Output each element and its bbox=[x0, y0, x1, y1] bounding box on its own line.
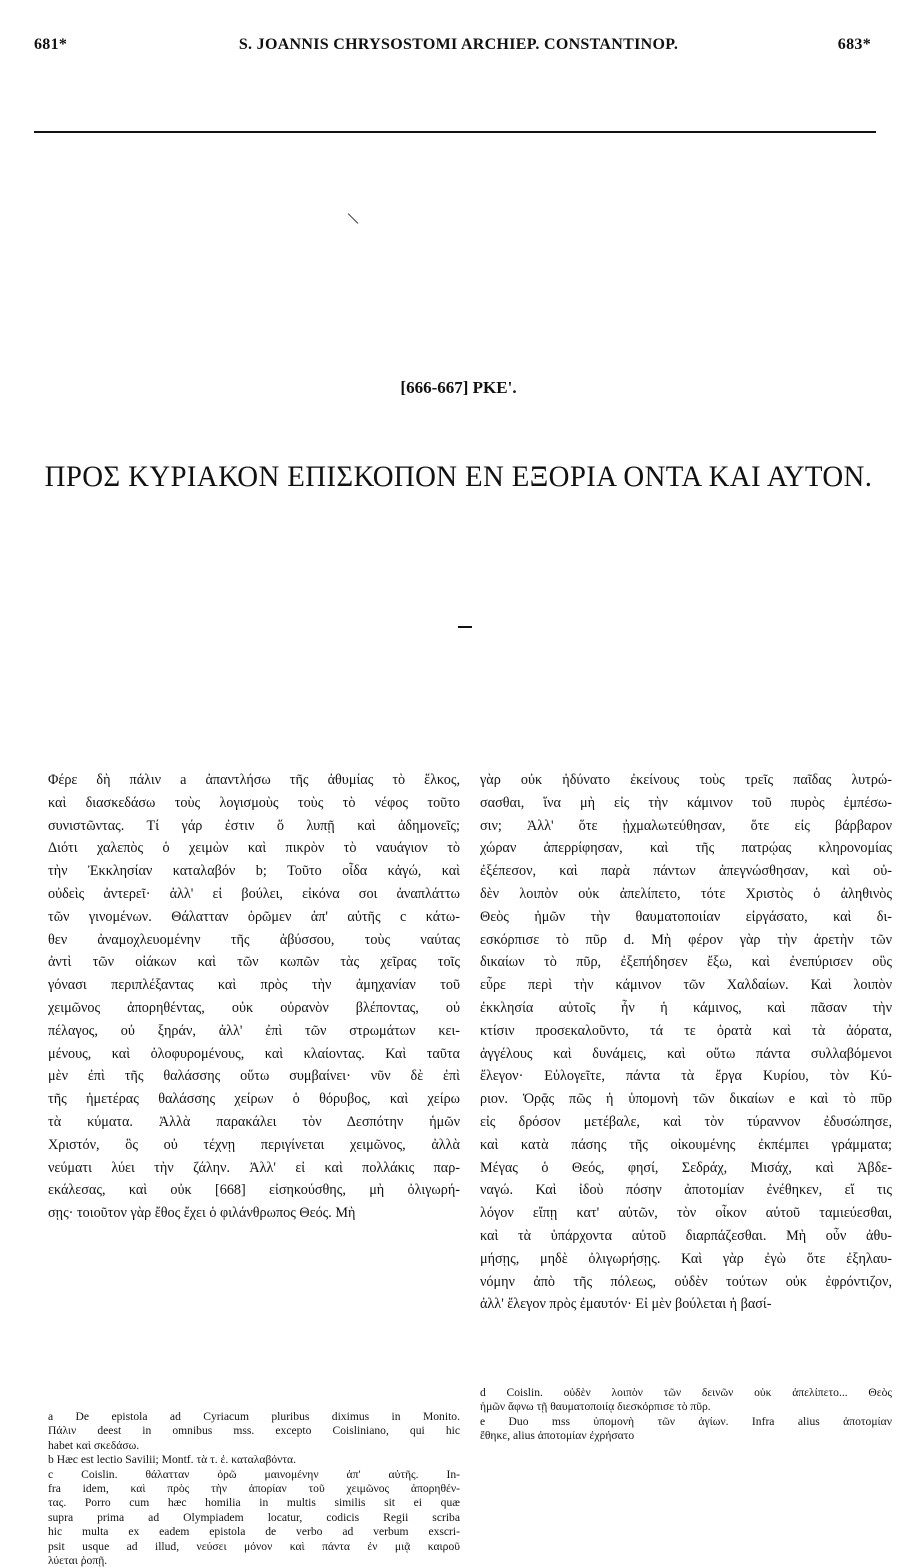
text-line: ἔλεγον· Εὐλογεῖτε, πάντα τὰ ἔργα Κυρίου, τὸν Κύ- bbox=[480, 1068, 892, 1085]
text-line: εὗρε περὶ τὴν κάμινον τῶν Χαλδαίων. Καὶ λοιπὸν bbox=[480, 977, 892, 994]
text-line: νόμην ἀπὸ τῆς πόλεως, οὐδὲν τούτων οὐκ ἐφρόντιζον, bbox=[480, 1273, 892, 1290]
right-footnotes bbox=[480, 1386, 892, 1444]
header-rule bbox=[34, 131, 876, 133]
text-line: ἐξέπεσον, καὶ παρὰ πάντων ἀπεγνώσθησαν, καὶ οὐ- bbox=[480, 863, 892, 880]
text-line: εκάλεσας, καὶ οὐκ [668] εἰσηκούσθης, μὴ ὀλιγωρή- bbox=[48, 1182, 460, 1199]
text-line: οὐδεὶς ἀντερεῖ· ἀλλ' εἰ βούλει, εἰκόνα σοι ἀναπλάττω bbox=[48, 885, 460, 902]
text-line: Φέρε δὴ πάλιν a ἀπαντλήσω τῆς ἀθυμίας τὸ ἕλκος, bbox=[48, 772, 460, 788]
footnote-line: e Duo mss ὑπομονὴ τῶν ἁγίων. Infra alius ἀποτομίαν bbox=[480, 1414, 892, 1428]
text-line: τῶν γινομένων. Θάλατταν ὁρῶμεν ἀπ' αὐτῆς c κάτω- bbox=[48, 908, 460, 925]
text-line: Μέγας ὁ Θεός, φησί, Σεδράχ, Μισάχ, καὶ Ἀβδε- bbox=[480, 1159, 892, 1176]
text-line: εἰς δρόσον μετέβαλε, καὶ τὸν τύραννον ἐδυσώπησε, bbox=[480, 1113, 892, 1130]
text-line: κτίσιν προσεκαλοῦντο, τά τε ὁρατὰ καὶ τὰ ἀόρατα, bbox=[480, 1022, 892, 1039]
text-line: χώραν ἀπερρίφησαν, καὶ τῆς πατρῴας κληρονομίας bbox=[480, 840, 892, 857]
text-line: μήσῃς, μηδὲ ὀλιγωρήσῃς. Καὶ γὰρ ἐγὼ ὅτε ἐξηλαυ- bbox=[480, 1250, 892, 1267]
text-line: μὲν ἐπὶ τῆς θαλάσσης οὕτω συμβαίνει· νῦν δὲ ἐπὶ bbox=[48, 1068, 460, 1085]
footnote-line: τας. Porro cum hæc homilia in multis similis sit ei quæ bbox=[48, 1496, 460, 1510]
footnote-line: λύεται ῥοπῇ. bbox=[48, 1553, 108, 1567]
left-footnotes bbox=[48, 1410, 460, 1568]
text-line: σιν; Ἀλλ' ὅτε ᾐχμαλωτεύθησαν, ὅτε εἰς βάρβαρον bbox=[480, 817, 892, 834]
text-line: λόγον εἴπῃ κατ' αὐτῶν, τὸν οἶκον αὐτοῦ ταμιεύεσθαι, bbox=[480, 1205, 892, 1222]
stray-ink-mark bbox=[348, 213, 359, 224]
footnote-line: a De epistola ad Cyriacum pluribus diximus in Monito. bbox=[48, 1410, 460, 1423]
text-line: μένους, καὶ ὀλοφυρομένους, καὶ κλαίοντας. Καὶ ταῦτα bbox=[48, 1045, 460, 1062]
footnote-line: fra idem, καὶ πρὸς τὴν ἀπορίαν τοῦ χειμῶνος ἀπορηθέν- bbox=[48, 1481, 460, 1495]
text-line: σασθαι, ἵνα μὴ εἰς τὴν κάμινον τοῦ πυρὸς ἐμπέσω- bbox=[480, 794, 892, 811]
right-text-column bbox=[480, 769, 892, 1316]
text-line: Διότι χαλεπὸς ὁ χειμὼν καὶ πικρὸν τὸ ναυάγιον τὸ bbox=[48, 840, 460, 857]
text-line: τὴν Ἐκκλησίαν καταλαβόν b; Τοῦτο οἶδα κἀγώ, καὶ bbox=[48, 863, 460, 880]
title-divider bbox=[458, 626, 472, 628]
footnote-line: psit usque ad illud, νεύσει μόνον καὶ πάντα ἐν μιᾷ καιροῦ bbox=[48, 1539, 460, 1553]
text-line: γόνασι περιπλέξαντας καὶ πρὸς τὴν ἀμηχανίαν τοῦ bbox=[48, 977, 460, 994]
text-line: καὶ διασκεδάσω τοὺς λογισμοὺς τοὺς τὸ νέφος τοῦτο bbox=[48, 794, 460, 811]
text-line: θεν ἀναμοχλευομένην τῆς ἀβύσσου, τοὺς ναύτας bbox=[48, 931, 460, 948]
text-line: ἀγγέλους καὶ δυνάμεις, καὶ οὕτω πάντα συλλαβόμενοι bbox=[480, 1045, 892, 1062]
text-line: εσκόρπισε τὸ πῦρ d. Μὴ φέρον γὰρ τὴν ἀρετὴν τῶν bbox=[480, 931, 892, 948]
text-line: καὶ τὰ ὑπάρχοντα αὐτοῦ διαρπάζεσθαι. Μὴ οὖν ἀθυ- bbox=[480, 1227, 892, 1244]
footnote-line: ἔθηκε, alius ἀποτομίαν ἐχρήσατο bbox=[480, 1429, 635, 1443]
text-line: γὰρ οὐκ ἠδύνατο ἐκείνους τοὺς τρεῖς παῖδας λυτρώ- bbox=[480, 772, 892, 788]
text-line: δὲν λοιπὸν οὐκ ἀπελίπετο, τότε Χριστὸς ὁ ἀληθινὸς bbox=[480, 885, 892, 902]
homily-title: ΠΡΟΣ ΚΥΡΙΑΚΟΝ ΕΠΙΣΚΟΠΟΝ ΕΝ ΕΞΟΡΙΑ ΟΝΤΑ ΚΑΙ ΑΥΤΟΝ. bbox=[44, 460, 873, 493]
footnote-line: Πάλιν deest in omnibus mss. excepto Coisliniano, qui hic bbox=[48, 1424, 460, 1438]
text-line: χειμῶνος ἀπορηθέντας, οὐκ οὐρανὸν βλέποντας, οὐ bbox=[48, 999, 460, 1016]
text-line: συνιστῶντας. Τί γάρ ἐστιν ὅ λυπῇ καὶ ἀδημονεῖς; bbox=[48, 817, 460, 834]
footnote-line: habet καὶ σκεδάσω. bbox=[48, 1438, 140, 1452]
text-line: ἀντὶ τῶν οἰάκων καὶ τῶν κωπῶν τὰς χεῖρας τοῖς bbox=[48, 954, 460, 971]
running-title: S. JOANNIS CHRYSOSTOMI ARCHIEP. CONSTANTINOP. bbox=[238, 36, 679, 53]
text-line: πέλαγος, οὐ ξηράν, ἀλλ' ἐπὶ τῶν στρωμάτων κει- bbox=[48, 1022, 460, 1039]
text-line: ριον. Ὁρᾷς πῶς ἡ ὑπομονὴ τῶν δικαίων e καὶ τὸ πῦρ bbox=[480, 1091, 892, 1108]
text-line: ἀλλ' ἔλεγον πρὸς ἐμαυτόν· Εἰ μὲν βούλεται ἡ βασί- bbox=[480, 1296, 772, 1313]
text-line: καὶ κατὰ πάσης τῆς οἰκουμένης ἐκπέμπει γράμματα; bbox=[480, 1136, 892, 1153]
text-line: Θεὸς ἡμῶν τὴν θαυματοποιίαν εἰργάσατο, καὶ δι- bbox=[480, 908, 892, 925]
text-line: ναγώ. Καὶ ἰδοὺ πόσην ἀποτομίαν ἐνέθηκεν, εἴ τις bbox=[480, 1182, 892, 1199]
footnote-line: supra prima ad Olympiadem locatur, codicis Regii scriba bbox=[48, 1510, 460, 1524]
text-line: σῃς· τοιοῦτον γὰρ ἔθος ἔχει ὁ φιλάνθρωπος Θεός. Μὴ bbox=[48, 1205, 356, 1222]
text-line: Χριστόν, ὃς οὐ τέχνῃ περιγίνεται χειμῶνος, ἀλλὰ bbox=[48, 1136, 460, 1153]
section-number: [666-667] ΡΚΕ'. bbox=[400, 378, 517, 397]
page-number-right: 683* bbox=[837, 36, 871, 53]
text-line: δικαίων τὸ πῦρ, ἐξεπήδησεν ἔξω, καὶ ἐνεπύρισεν οὓς bbox=[480, 954, 892, 971]
footnote-line: b Hæc est lectio Savilii; Montf. τὰ τ. ἐ. καταλαβόντα. bbox=[48, 1453, 297, 1467]
page-number-left: 681* bbox=[34, 36, 68, 53]
text-line: τὰ κύματα. Ἀλλὰ παρακάλει τὸν Δεσπότην ἡμῶν bbox=[48, 1113, 460, 1130]
footnote-line: hic multa ex eadem epistola de verbo ad verbum exscri- bbox=[48, 1525, 460, 1539]
footnote-line: d Coislin. οὐδὲν λοιπὸν τῶν δεινῶν οὐκ ἀπελίπετο... Θεὸς bbox=[480, 1386, 892, 1399]
text-line: τῆς ἡμετέρας θαλάσσης χείρων ὁ θόρυβος, καὶ χείρω bbox=[48, 1091, 460, 1108]
left-text-column bbox=[48, 769, 460, 1225]
footnote-line: ἡμῶν ἄφνω τῇ θαυματοποιίᾳ διεσκόρπισε τὸ πῦρ. bbox=[480, 1400, 711, 1414]
footnote-line: c Coislin. θάλατταν ὁρῶ μαινομένην ἀπ' αὐτῆς. In- bbox=[48, 1467, 460, 1481]
text-line: ἐκκλησία αὐτοῖς ἦν ἡ κάμινος, καὶ πᾶσαν τὴν bbox=[480, 999, 892, 1016]
text-line: νεύματι λύει τὴν ζάλην. Ἀλλ' εἰ καὶ πολλάκις παρ- bbox=[48, 1159, 460, 1176]
